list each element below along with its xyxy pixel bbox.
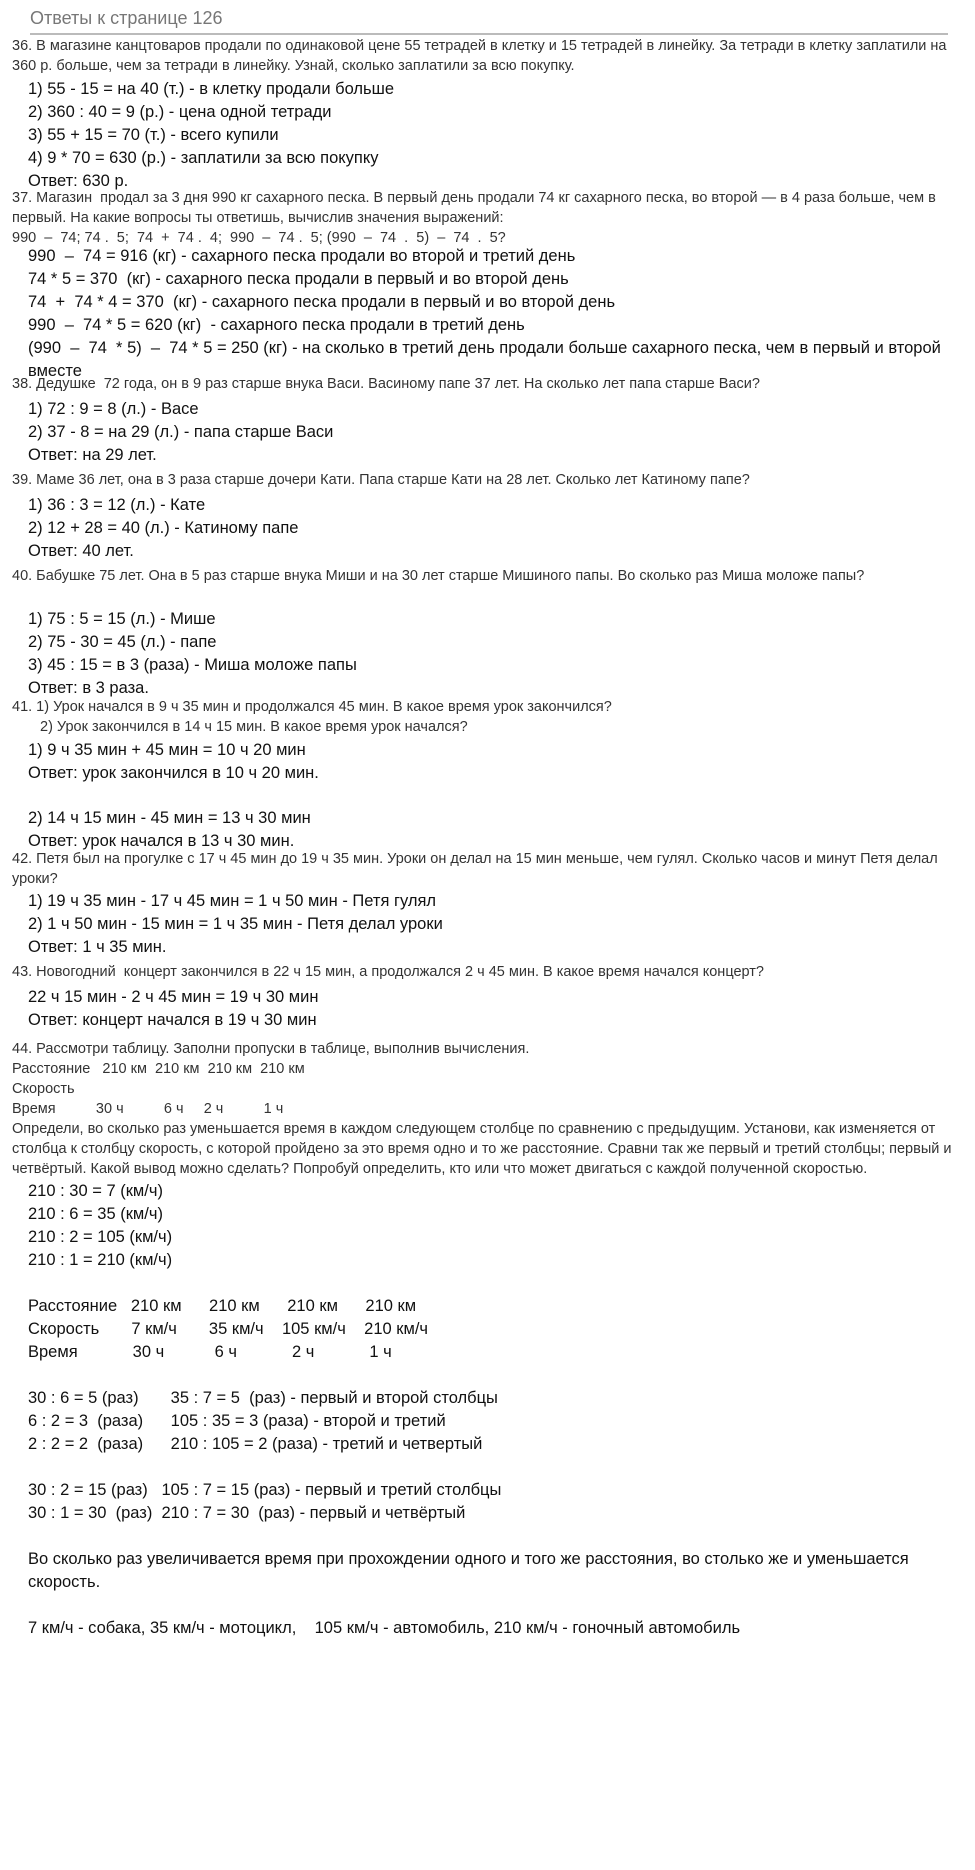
answer-table-row-distance: Расстояние 210 км 210 км 210 км 210 км: [28, 1297, 417, 1315]
answer-line: 990 – 74 = 916 (кг) - сахарного песка продали во второй и третий день: [28, 247, 576, 265]
answer-line: (990 – 74 * 5) – 74 * 5 = 250 (кг) - на сколько в третий день продали больше сахарного песка, чем в первый и второй вместе: [28, 339, 946, 380]
question-text: 42. Петя был на прогулке с 17 ч 45 мин до 19 ч 35 мин. Уроки он делал на 15 мин меньше, чем гулял. Сколько часов и минут Петя делал уроки?: [12, 851, 942, 887]
answer-table-row-speed: Скорость 7 км/ч 35 км/ч 105 км/ч 210 км/ч: [28, 1320, 429, 1338]
answer-line: 74 + 74 * 4 = 370 (кг) - сахарного песка продали в первый и во второй день: [28, 293, 616, 311]
task-40-answer: [28, 608, 958, 700]
answer-line: 6 : 2 = 3 (раза) 105 : 35 = 3 (раза) - второй и третий: [28, 1412, 446, 1430]
answer-line: Ответ: 40 лет.: [28, 542, 134, 560]
answer-line: 30 : 1 = 30 (раз) 210 : 7 = 30 (раз) - первый и четвёртый: [28, 1504, 466, 1522]
task-37-answer: [28, 245, 958, 383]
question-text: 37. Магазин продал за 3 дня 990 кг сахарного песка. В первый день продали 74 кг сахарного песка, во второй — в 4 раза больше, чем в первый. На какие вопросы ты ответишь, вычислив значения выражений:: [12, 190, 940, 226]
answer-spacer: [28, 1525, 958, 1548]
answer-spacer: [28, 1456, 958, 1479]
answer-line: 2) 37 - 8 = на 29 (л.) - папа старше Васи: [28, 423, 334, 441]
task-36-answer: [28, 78, 958, 193]
answer-line: 30 : 6 = 5 (раз) 35 : 7 = 5 (раз) - первый и второй столбцы: [28, 1389, 498, 1407]
task-44-answer: [28, 1180, 958, 1640]
answer-line: 2 : 2 = 2 (раза) 210 : 105 = 2 (раза) - третий и четвертый: [28, 1435, 483, 1453]
answer-line: Ответ: 630 р.: [28, 172, 129, 190]
answer-line: Ответ: 1 ч 35 мин.: [28, 938, 167, 956]
task-39-question: [12, 470, 952, 490]
answer-line: 990 – 74 * 5 = 620 (кг) - сахарного песка продали в третий день: [28, 316, 525, 334]
answer-line: 3) 45 : 15 = в 3 (раза) - Миша моложе папы: [28, 656, 357, 674]
task-41-answer: [28, 739, 958, 853]
answer-line: 2) 12 + 28 = 40 (л.) - Катиному папе: [28, 519, 299, 537]
question-text: 36. В магазине канцтоваров продали по одинаковой цене 55 тетрадей в клетку и 15 тетрадей в линейку. За тетради в клетку заплатили на 360 р. больше, чем за тетради в линейку. Узнай, сколько заплатили за всю покупку.: [12, 38, 951, 74]
answer-line: 210 : 2 = 105 (км/ч): [28, 1228, 173, 1246]
answer-line: Ответ: концерт начался в 19 ч 30 мин: [28, 1011, 317, 1029]
answer-line: 22 ч 15 мин - 2 ч 45 мин = 19 ч 30 мин: [28, 988, 319, 1006]
answer-spacer: [28, 1594, 958, 1617]
question-text: 40. Бабушке 75 лет. Она в 5 раз старше внука Миши и на 30 лет старше Мишиного папы. Во сколько раз Миша моложе папы?: [12, 568, 865, 584]
task-36-question: [12, 36, 952, 76]
table-row-distance: Расстояние 210 км 210 км 210 км 210 км: [12, 1061, 305, 1077]
task-43-question: [12, 962, 952, 982]
answer-line: Ответ: на 29 лет.: [28, 446, 157, 464]
answer-line: 3) 55 + 15 = 70 (т.) - всего купили: [28, 126, 279, 144]
answer-line: 2) 360 : 40 = 9 (р.) - цена одной тетради: [28, 103, 332, 121]
table-row-time: Время 30 ч 6 ч 2 ч 1 ч: [12, 1101, 284, 1117]
question-text: 38. Дедушке 72 года, он в 9 раз старше внука Васи. Васиному папе 37 лет. На сколько лет папа старше Васи?: [12, 376, 760, 392]
answer-conclusion: Во сколько раз увеличивается время при прохождении одного и того же расстояния, во столько же и уменьшается скорость.: [28, 1550, 914, 1591]
answer-line: 2) 14 ч 15 мин - 45 мин = 13 ч 30 мин: [28, 809, 311, 827]
answer-line: 7 км/ч - собака, 35 км/ч - мотоцикл, 105 км/ч - автомобиль, 210 км/ч - гоночный автомобиль: [28, 1619, 741, 1637]
answer-line: 4) 9 * 70 = 630 (р.) - заплатили за всю покупку: [28, 149, 379, 167]
answer-line: 1) 9 ч 35 мин + 45 мин = 10 ч 20 мин: [28, 741, 306, 759]
task-44-question: [12, 1039, 956, 1179]
question-text: 43. Новогодний концерт закончился в 22 ч 15 мин, а продолжался 2 ч 45 мин. В какое время начался концерт?: [12, 964, 764, 980]
answer-line: 1) 36 : 3 = 12 (л.) - Кате: [28, 496, 206, 514]
answer-table-row-time: Время 30 ч 6 ч 2 ч 1 ч: [28, 1343, 392, 1361]
task-39-answer: [28, 494, 958, 563]
answer-line: 30 : 2 = 15 (раз) 105 : 7 = 15 (раз) - первый и третий столбцы: [28, 1481, 502, 1499]
answer-line: Ответ: урок закончился в 10 ч 20 мин.: [28, 764, 319, 782]
answer-line: 210 : 1 = 210 (км/ч): [28, 1251, 173, 1269]
answer-line: 1) 75 : 5 = 15 (л.) - Мише: [28, 610, 216, 628]
answer-line: Ответ: в 3 раза.: [28, 679, 149, 697]
task-42-question: [12, 849, 952, 889]
task-43-answer: [28, 986, 958, 1032]
table-row-speed: Скорость: [12, 1081, 75, 1097]
question-text: 44. Рассмотри таблицу. Заполни пропуски в таблице, выполнив вычисления.: [12, 1041, 530, 1057]
page-title: Ответы к странице 126: [30, 8, 948, 35]
question-text: 41. 1) Урок начался в 9 ч 35 мин и продолжался 45 мин. В какое время урок закончился?: [12, 699, 612, 715]
task-38-answer: [28, 398, 958, 467]
answer-spacer: [28, 785, 958, 795]
task-42-answer: [28, 890, 958, 959]
answer-line: 210 : 30 = 7 (км/ч): [28, 1182, 163, 1200]
answer-line: 2) 1 ч 50 мин - 15 мин = 1 ч 35 мин - Петя делал уроки: [28, 915, 443, 933]
answer-line: 1) 55 - 15 = на 40 (т.) - в клетку продали больше: [28, 80, 395, 98]
answer-line: 1) 72 : 9 = 8 (л.) - Васе: [28, 400, 199, 418]
question-text: 2) Урок закончился в 14 ч 15 мин. В какое время урок начался?: [40, 719, 468, 735]
answer-spacer: [28, 1272, 958, 1295]
task-41-question: [12, 697, 952, 737]
task-38-question: [12, 374, 952, 394]
question-text: 990 – 74; 74 . 5; 74 + 74 . 4; 990 – 74 . 5; (990 – 74 . 5) – 74 . 5?: [12, 230, 506, 246]
task-37-question: [12, 188, 952, 248]
answer-line: 2) 75 - 30 = 45 (л.) - папе: [28, 633, 217, 651]
answer-spacer: [28, 1364, 958, 1387]
task-40-question: [12, 566, 952, 586]
answer-line: Ответ: урок начался в 13 ч 30 мин.: [28, 832, 295, 850]
question-text: Определи, во сколько раз уменьшается время в каждом следующем столбце по сравнению с предыдущим. Установи, как изменяется от столбца к столбцу скорость, с которой пройдено за это время одно и то же расстояние. Сравни так же первый и третий столбцы; первый и четвёртый. Какой вывод можно сделать? Попробуй определить, кто или что может двигаться с каждой полученной скоростью.: [12, 1121, 956, 1177]
answer-line: 74 * 5 = 370 (кг) - сахарного песка продали в первый и во второй день: [28, 270, 569, 288]
answer-line: 1) 19 ч 35 мин - 17 ч 45 мин = 1 ч 50 мин - Петя гулял: [28, 892, 437, 910]
answer-line: 210 : 6 = 35 (км/ч): [28, 1205, 163, 1223]
question-text: 39. Маме 36 лет, она в 3 раза старше дочери Кати. Папа старше Кати на 28 лет. Сколько лет Катиному папе?: [12, 472, 750, 488]
